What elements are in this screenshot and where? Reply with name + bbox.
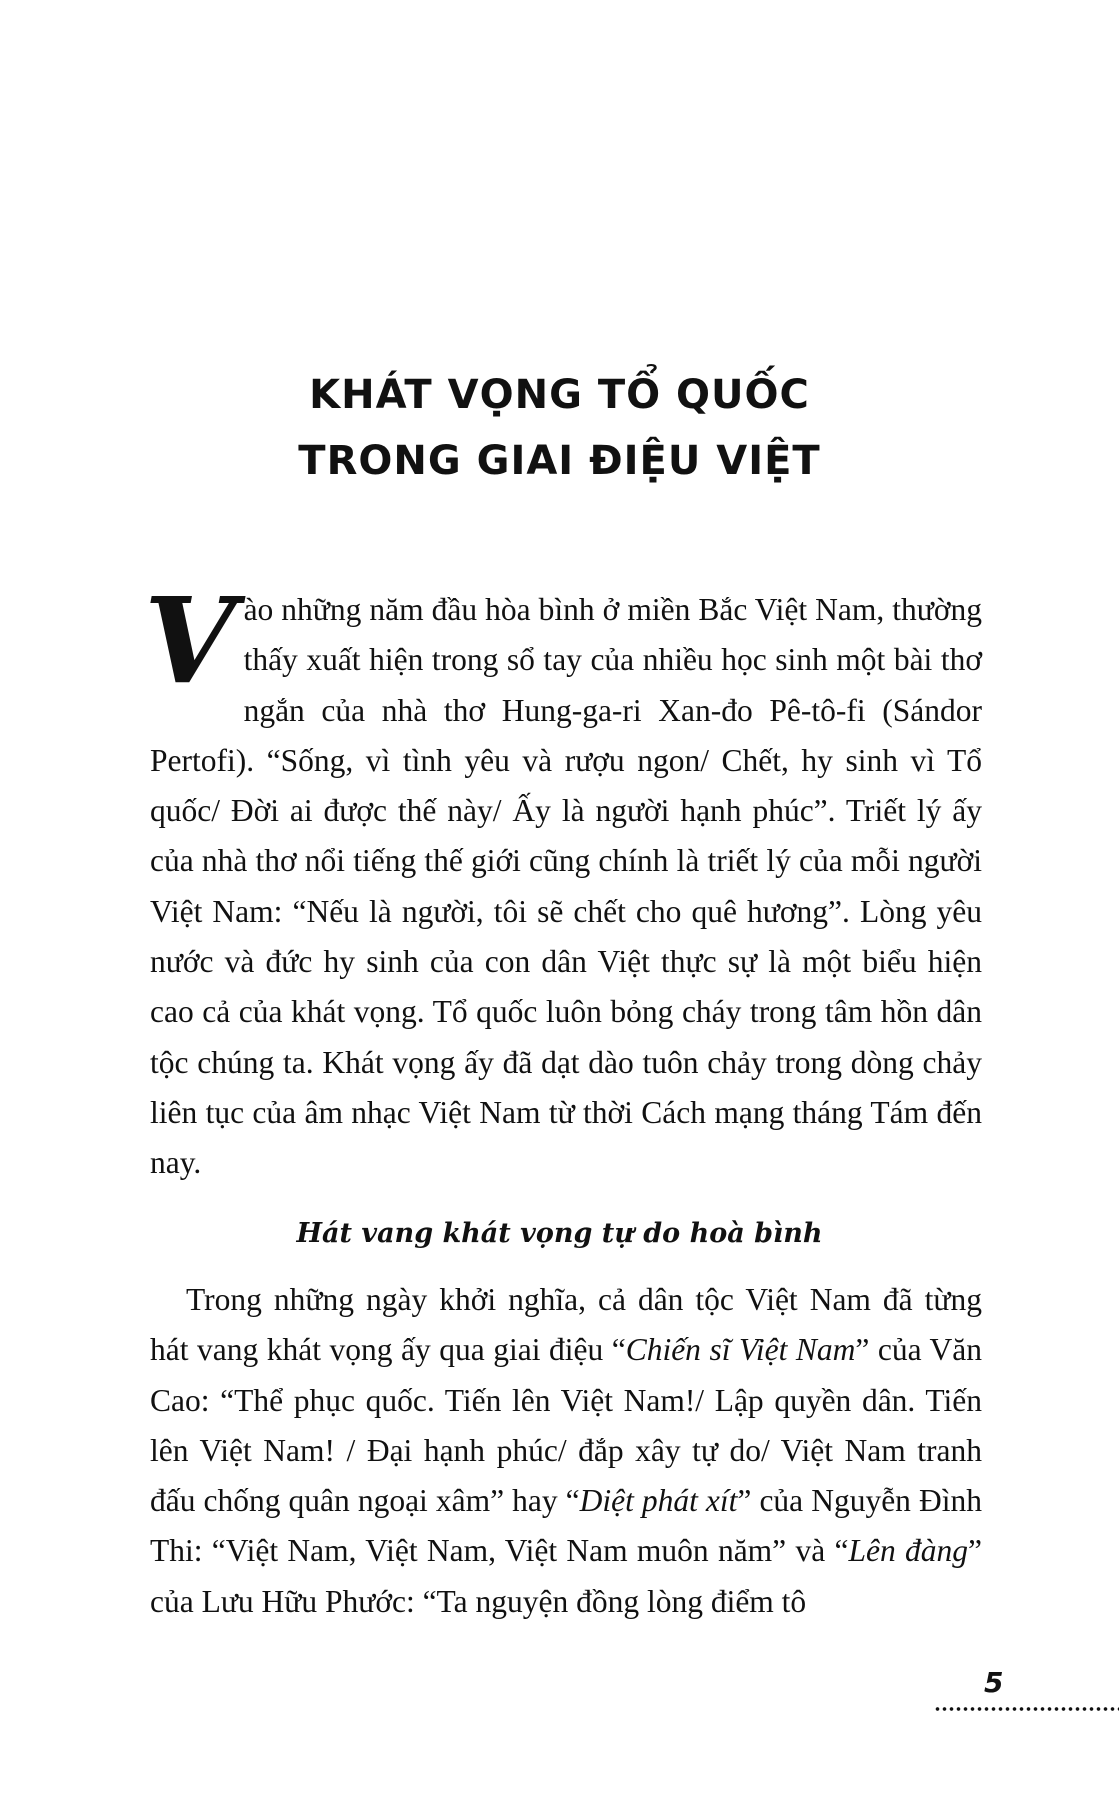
chapter-title-line-2: TRONG GIAI ĐIỆU VIỆT	[298, 438, 821, 484]
paragraph-intro	[144, 571, 982, 1189]
dotted-rule	[934, 1706, 1119, 1712]
text-segment: Trong những ngày khởi nghĩa, cả dân tộc Việt Nam đã từng hát vang khát vọng ấy qua giai điệu “	[150, 1282, 982, 1368]
song-title: Lên đàng	[848, 1533, 969, 1569]
song-title: Chiến sĩ Việt Nam	[625, 1332, 856, 1368]
text-segment: ” của Lưu Hữu Phước: “Ta nguyện đồng lòng điểm tô	[150, 1533, 983, 1619]
paragraph-section-1-body	[150, 1275, 982, 1627]
text-segment: ” của Văn Cao: “Thể phục quốc. Tiến lên Việt Nam!/ Lập quyền dân. Tiến lên Việt Nam! / Đại hạnh phúc/ đắp xây tự do/ Việt Nam tranh đấu chống quân ngoại xâm” hay “	[150, 1332, 982, 1519]
page-number: 5	[984, 1666, 1004, 1699]
paragraph-section-1	[150, 1275, 982, 1627]
chapter-title-line-1: KHÁT VỌNG TỔ QUỐC	[309, 372, 810, 418]
text-segment: ” của Nguyễn Đình Thi: “Việt Nam, Việt Nam, Việt Nam muôn năm” và “	[150, 1483, 982, 1569]
section-heading: Hát vang khát vọng tự do hoà bình	[296, 1218, 823, 1249]
song-title: Diệt phát xít	[579, 1483, 738, 1519]
page-footer	[934, 1666, 1119, 1712]
paragraph-intro-text: ào những năm đầu hòa bình ở miền Bắc Việt Nam, thường thấy xuất hiện trong sổ tay của nhiều học sinh một bài thơ ngắn của nhà thơ Hung-ga-ri Xan-đo Pê-tô-fi (Sándor Pertofi). “Sống, vì tình yêu và rượu ngon/ Chết, hy sinh vì Tổ quốc/ Đời ai được thế này/ Ấy là người hạnh phúc”. Triết lý ấy của nhà thơ nổi tiếng thế giới cũng chính là triết lý của mỗi người Việt Nam: “Nếu là người, tôi sẽ chết cho quê hương”. Lòng yêu nước và đức hy sinh của con dân Việt thực sự là một biểu hiện cao cả của khát vọng. Tổ quốc luôn bỏng cháy trong tâm hồn dân tộc chúng ta. Khát vọng ấy đã dạt dào tuôn chảy trong dòng chảy liên tục của âm nhạc Việt Nam từ thời Cách mạng tháng Tám đến nay.	[150, 592, 982, 1181]
drop-cap: V	[144, 571, 236, 710]
